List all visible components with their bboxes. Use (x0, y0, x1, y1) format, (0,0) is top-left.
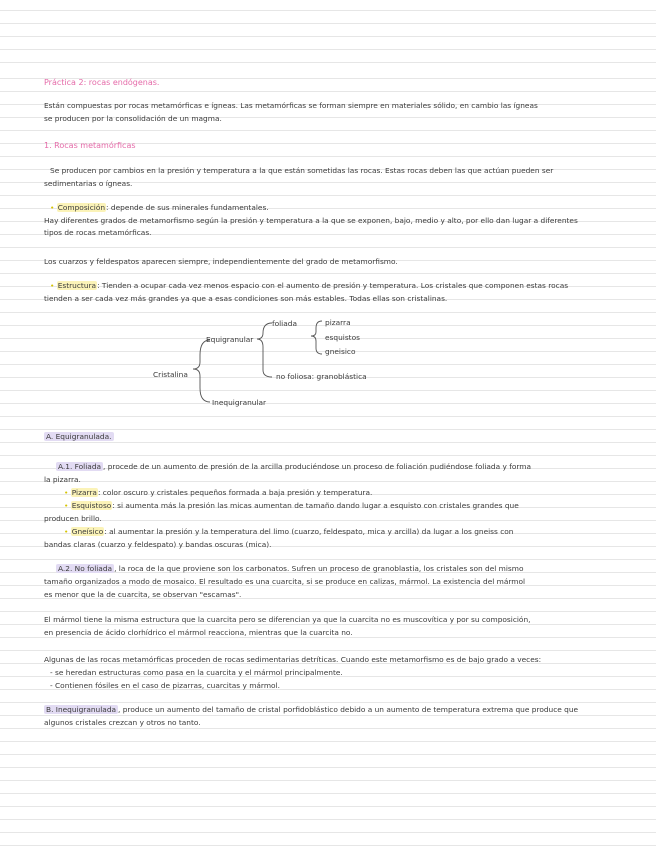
section-heading-metamorficas: 1. Rocas metamórficas (44, 141, 136, 150)
bullet-icon: • (50, 203, 55, 212)
estructura-label: Estructura (57, 281, 97, 290)
inequigranulada-line-2: algunos cristales crezcan y otros no tanto. (44, 718, 201, 727)
marmol-line-2: en presencia de ácido clorhídrico el mármol reacciona, mientras que la cuarcita no. (44, 628, 353, 637)
pizarra-text: : color oscuro y cristales pequeños formada a baja presión y temperatura. (97, 488, 373, 497)
bullet-icon: • (64, 488, 69, 497)
no-foliada-line-3: es menor que la de cuarcita, se observan "escamas". (44, 590, 242, 599)
diagram-foliada-label: foliada (272, 319, 297, 328)
composicion-line (50, 203, 269, 212)
inequigranulada-text-1: , produce un aumento del tamaño de cristal porfidoblástico debido a un aumento de temperatura extrema que produce que (118, 705, 579, 714)
intro-line-2: se producen por la consolidación de un magma. (44, 114, 222, 123)
page-title: Práctica 2: rocas endógenas. (44, 78, 160, 87)
marmol-line-1: El mármol tiene la misma estructura que la cuarcita pero se diferencian ya que la cuarcita no es muscovítica y por su composición, (44, 615, 531, 624)
diagram-leaf-esquistos: esquistos (325, 333, 360, 342)
bullet-icon: • (64, 501, 69, 510)
pizarra-label: Pizarra (71, 488, 97, 497)
detriticas-dash-2: - Contienen fósiles en el caso de pizarras, cuarcitas y mármol. (50, 681, 280, 690)
diagram-leaf-gneisico: gneisico (325, 347, 356, 356)
estructura-line-2: tienden a ser cada vez más grandes ya que a esas condiciones son más estables. Todas ellas son cristalinas. (44, 294, 448, 303)
gneisico-text-1: : al aumentar la presión y la temperatura del limo (cuarzo, feldespato, mica y arcilla) da lugar a los gneiss con (104, 527, 514, 536)
diagram-equigranular-label: Equigranular (206, 335, 254, 344)
esquistoso-text-1: : si aumenta más la presión las micas aumentan de tamaño dando lugar a esquisto con cristales grandes que (112, 501, 519, 510)
diagram-leaf-pizarra: pizarra (325, 318, 351, 327)
composicion-detail-2: tipos de rocas metamórficas. (44, 228, 152, 237)
diagram-root-label: Cristalina (153, 370, 188, 379)
bullet-icon: • (50, 281, 55, 290)
section1-p2: Los cuarzos y feldespatos aparecen siempre, independientemente del grado de metamorfismo. (44, 257, 398, 266)
diagram-inequigranular-label: Inequigranular (212, 398, 267, 407)
no-foliada-line-2: tamaño organizados a modo de mosaico. El resultado es una cuarcita, si se produce en calizas, mármol. La existencia del mármol (44, 577, 526, 586)
foliada-brace (311, 321, 322, 354)
esquistoso-line-2: producen brillo. (44, 514, 102, 523)
gneisico-line-1 (64, 527, 514, 536)
section1-p1-line-2: sedimentarias o ígneas. (44, 179, 133, 188)
foliada-line-1 (56, 462, 531, 471)
gneisico-label: Gneísico (71, 527, 104, 536)
pizarra-line (64, 488, 372, 497)
no-foliada-text-1: , la roca de la que proviene son los carbonatos. Sufren un proceso de granoblastia, los cristales son del mismo (114, 564, 524, 573)
section-heading-equigranulada (44, 432, 114, 441)
no-foliada-line-1 (56, 564, 523, 573)
composicion-text: : depende de sus minerales fundamentales. (106, 203, 269, 212)
diagram-no-foliosa-label: no foliosa: granoblástica (276, 372, 367, 381)
intro-line-1: Están compuestas por rocas metamórficas e ígneas. Las metamórficas se forman siempre en materiales sólido, en cambio las ígneas (44, 101, 538, 110)
composicion-label: Composición (57, 203, 106, 212)
no-foliada-label: A.2. No foliada (58, 564, 113, 573)
section1-p1-line-1: Se producen por cambios en la presión y temperatura a la que están sometidas las rocas. Estas rocas deben las que actúan pueden ser (50, 166, 554, 175)
foliada-text-1: , procede de un aumento de presión de la arcilla produciéndose un proceso de foliación pudiéndose foliada y forma (103, 462, 531, 471)
detriticas-dash-1: - se heredan estructuras como pasa en la cuarcita y el mármol principalmente. (50, 668, 343, 677)
estructura-text-1: : Tienden a ocupar cada vez menos espacio con el aumento de presión y temperatura. Los cristales que componen estas rocas (97, 281, 569, 290)
foliada-line-2: la pizarra. (44, 475, 81, 484)
foliada-label: A.1. Foliada (58, 462, 102, 471)
equigranular-brace (257, 323, 272, 377)
esquistoso-line-1 (64, 501, 519, 510)
detriticas-line: Algunas de las rocas metamórficas proceden de rocas sedimentarias detríticas. Cuando este metamorfismo es de bajo grado a veces: (44, 655, 542, 664)
estructura-line-1 (50, 281, 568, 290)
bullet-icon: • (64, 527, 69, 536)
equigranulada-heading-text: A. Equigranulada. (46, 432, 112, 441)
inequigranulada-label: B. Inequigranulada (46, 705, 117, 714)
root-brace (193, 340, 210, 402)
inequigranulada-line-1 (44, 705, 578, 714)
composicion-detail-1: Hay diferentes grados de metamorfismo según la presión y temperatura a la que se exponen, bajo, medio y alto, por ello dan lugar a diferentes (44, 216, 578, 225)
gneisico-line-2: bandas claras (cuarzo y feldespato) y bandas oscuras (mica). (44, 540, 272, 549)
esquistoso-label: Esquistoso (71, 501, 112, 510)
